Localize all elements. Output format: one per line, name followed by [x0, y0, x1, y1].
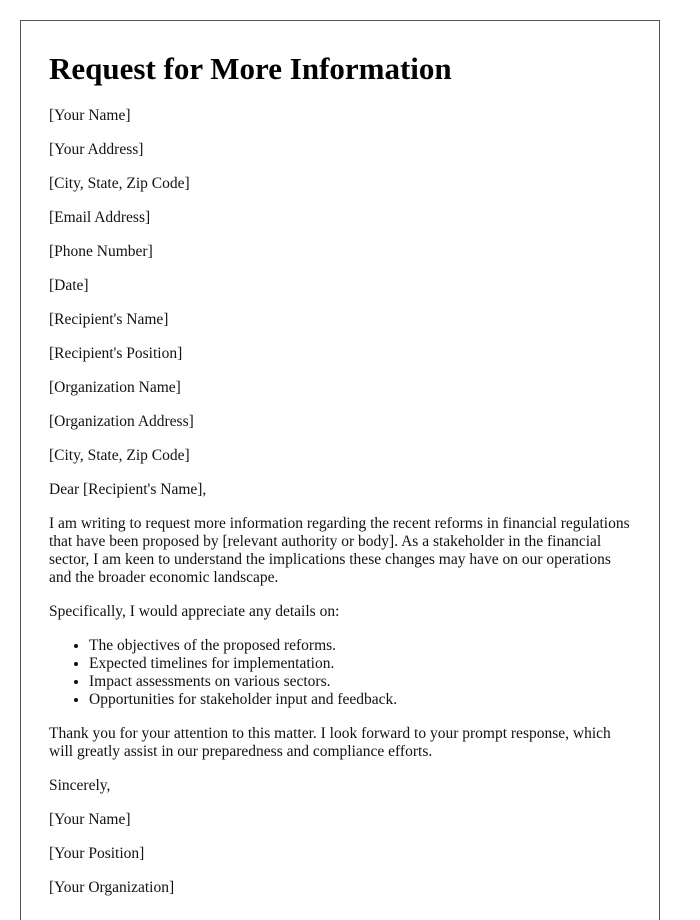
closing: Sincerely,: [49, 777, 111, 794]
closing-paragraph: Thank you for your attention to this matter. I look forward to your prompt response, which will greatly assist in our preparedness and compliance efforts.: [49, 725, 611, 760]
details-list: [49, 637, 631, 709]
recipient-organization-address: [Organization Address]: [49, 413, 194, 430]
list-item: • Impact assessments on various sectors.: [89, 673, 631, 691]
signoff-position: [Your Position]: [49, 845, 145, 862]
recipient-position: [Recipient's Position]: [49, 345, 183, 362]
list-item: • The objectives of the proposed reforms.: [89, 637, 631, 655]
intro-paragraph: I am writing to request more information regarding the recent reforms in financial regulations that have been proposed by [relevant authority or body]. As a stakeholder in the financial sector, I am keen to understand the implications these changes may have on our operations and the broader economic landscape.: [49, 515, 630, 586]
sender-address: [Your Address]: [49, 141, 144, 158]
sender-name: [Your Name]: [49, 107, 131, 124]
recipient-city-state-zip: [City, State, Zip Code]: [49, 447, 190, 464]
sender-phone: [Phone Number]: [49, 243, 153, 260]
list-item: • Opportunities for stakeholder input and feedback.: [89, 691, 631, 709]
recipient-organization: [Organization Name]: [49, 379, 181, 396]
signoff-name: [Your Name]: [49, 811, 131, 828]
sender-email: [Email Address]: [49, 209, 151, 226]
letter-title: Request for More Information: [49, 51, 452, 86]
salutation: Dear [Recipient's Name],: [49, 481, 207, 498]
recipient-name: [Recipient's Name]: [49, 311, 169, 328]
list-intro: Specifically, I would appreciate any details on:: [49, 603, 340, 620]
list-item: • Expected timelines for implementation.: [89, 655, 631, 673]
letter-date: [Date]: [49, 277, 89, 294]
letter-document: [20, 20, 660, 920]
sender-city-state-zip: [City, State, Zip Code]: [49, 175, 190, 192]
signoff-organization: [Your Organization]: [49, 879, 175, 896]
